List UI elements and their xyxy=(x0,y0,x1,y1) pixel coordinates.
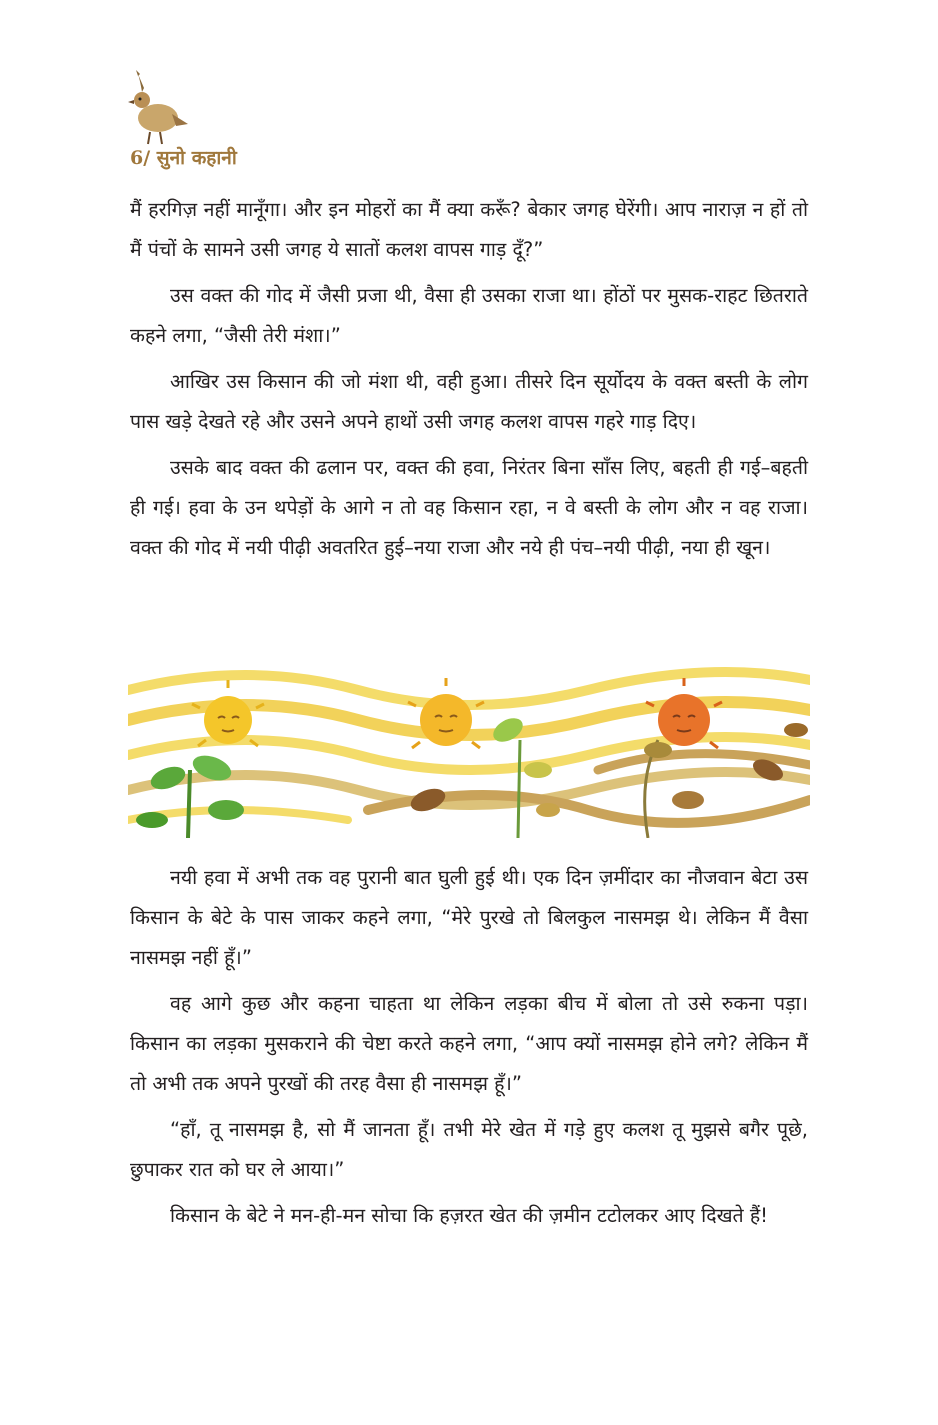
paragraph: उस वक्त की गोद में जैसी प्रजा थी, वैसा ही उसका राजा था। होंठों पर मुसक-राहट छितराते कहने लगा, “जैसी तेरी मंशा।” xyxy=(130,284,808,347)
illustration-sun-wind-plants xyxy=(128,660,810,838)
text-block-top xyxy=(130,190,808,574)
bird-icon xyxy=(128,66,190,146)
paragraph: किसान के बेटे ने मन-ही-मन सोचा कि हज़रत खेत की ज़मीन टटोलकर आए दिखते हैं! xyxy=(170,1204,769,1227)
leaf-icon xyxy=(136,751,244,838)
text-block-bottom xyxy=(130,858,808,1242)
paragraph: वह आगे कुछ और कहना चाहता था लेकिन लड़का बीच में बोला तो उसे रुकना पड़ा। किसान का लड़का मुसकराने की चेष्टा करते कहने लगा, “आप क्यों नासमझ होने लगे? लेकिन मैं तो अभी तक अपने पुरखों की तरह वैसा ही नासमझ हूँ।” xyxy=(130,992,808,1095)
paragraph: आखिर उस किसान की जो मंशा थी, वही हुआ। तीसरे दिन सूर्योदय के वक्त बस्ती के लोग पास खड़े देखते रहे और उसने अपने हाथों उसी जगह कलश वापस गहरे गाड़ दिए। xyxy=(130,370,808,433)
wind-icon xyxy=(128,672,810,823)
page-header xyxy=(128,66,328,176)
paragraph: मैं हरगिज़ नहीं मानूँगा। और इन मोहरों का मैं क्या करूँ? बेकार जगह घेरेंगी। आप नाराज़ न हों तो मैं पंचों के सामने उसी जगह ये सातों कलश वापस गाड़ दूँ?” xyxy=(130,198,808,261)
paragraph: उसके बाद वक्त की ढलान पर, वक्त की हवा, निरंतर बिना साँस लिए, बहती ही गई–बहती ही गई। हवा के उन थपेड़ों के आगे न तो वह किसान रहा, न वे बस्ती के लोग और न वह राजा। वक्त की गोद में नयी पीढ़ी अवतरित हुई–नया राजा और नये ही पंच–नयी पीढ़ी, नया ही खून। xyxy=(130,456,808,559)
paragraph: नयी हवा में अभी तक वह पुरानी बात घुली हुई थी। एक दिन ज़मींदार का नौजवान बेटा उस किसान के बेटे के पास जाकर कहने लगा, “मेरे पुरखे तो बिलकुल नासमझ थे। लेकिन मैं वैसा नासमझ नहीं हूँ।” xyxy=(130,866,808,969)
paragraph: “हाँ, तू नासमझ है, सो मैं जानता हूँ। तभी मेरे खेत में गड़े हुए कलश तू मुझसे बगैर पूछे, छुपाकर रात को घर ले आया।” xyxy=(130,1118,808,1181)
page-label: 6/ सुनो कहानी xyxy=(130,147,237,169)
